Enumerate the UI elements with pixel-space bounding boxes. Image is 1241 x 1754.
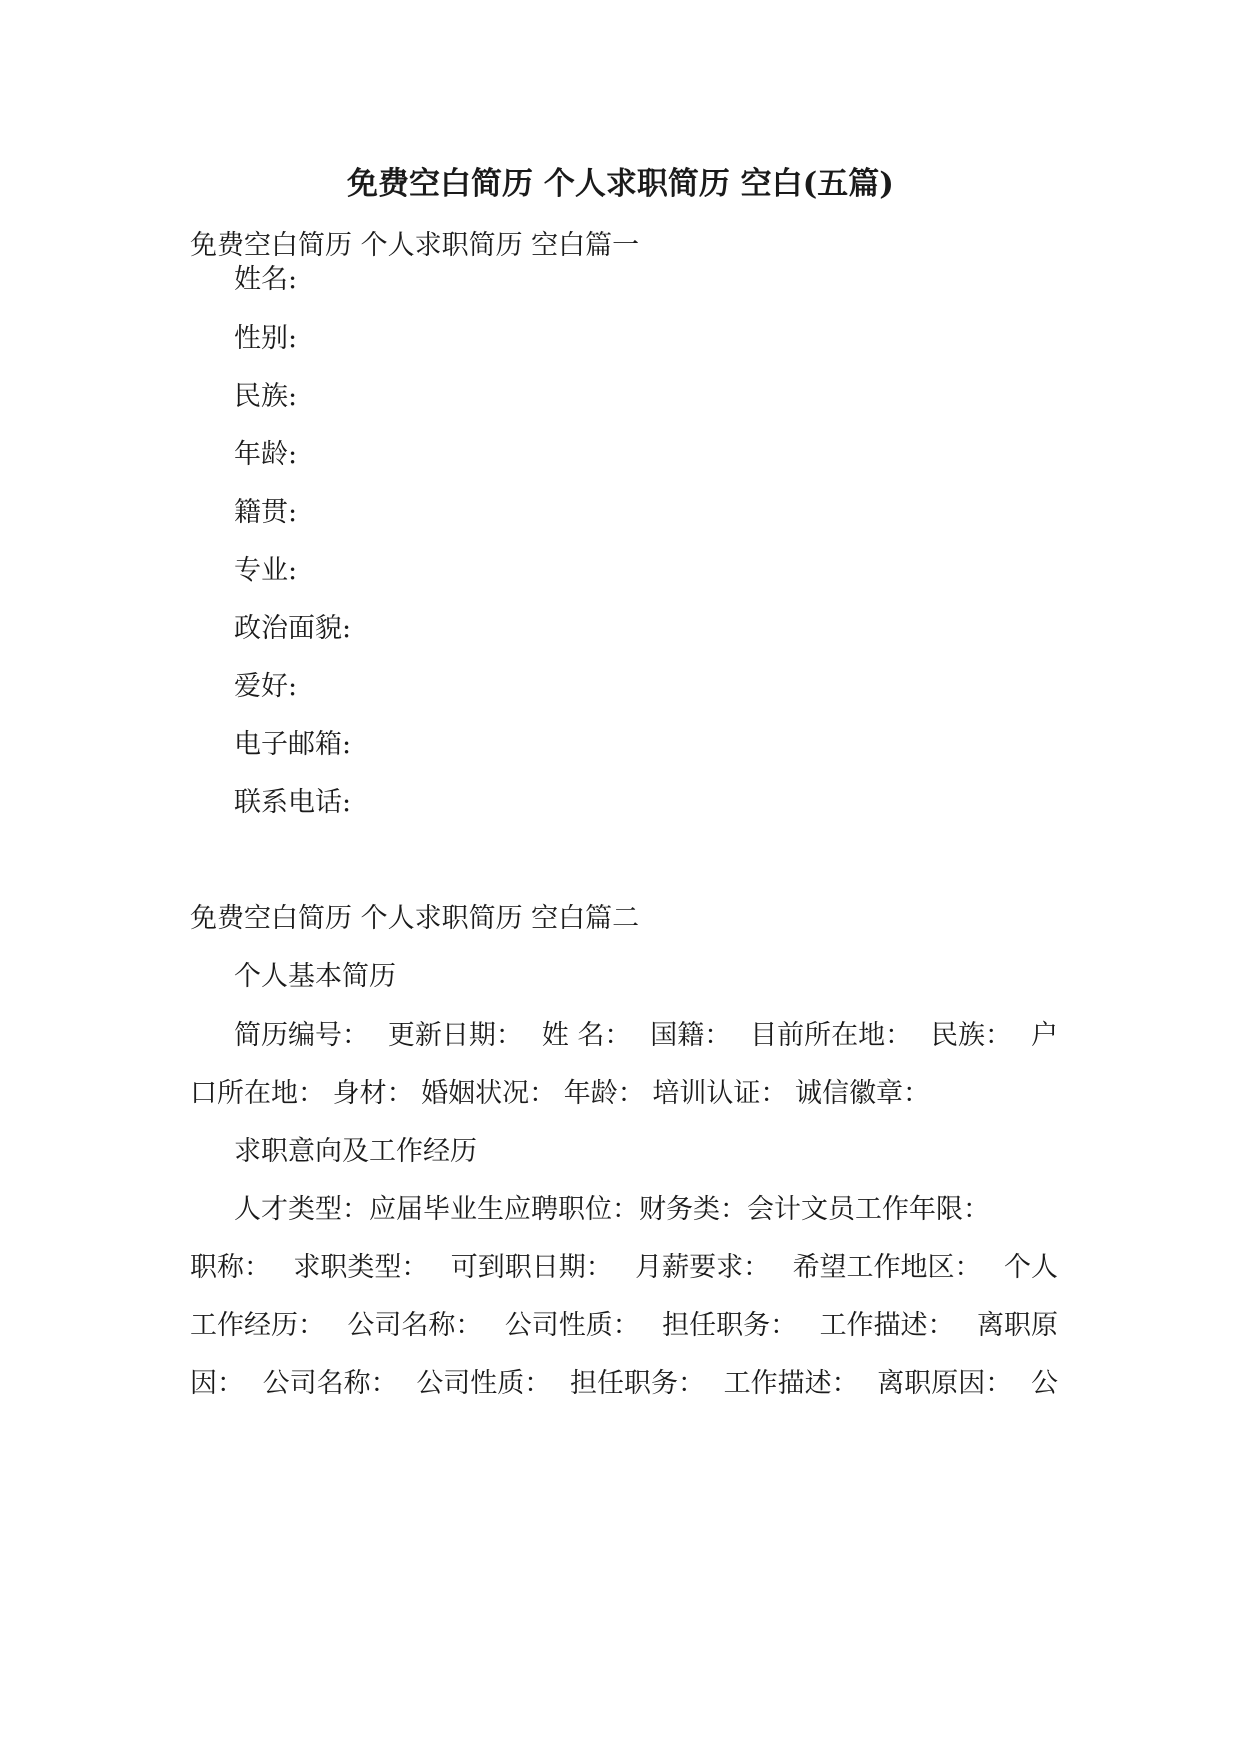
- text-segment: 身材：: [332, 1078, 414, 1109]
- paragraph-line: [190, 1308, 1058, 1344]
- text-segment: 公司性质：: [416, 1368, 552, 1399]
- text-segment: 求职类型：: [293, 1252, 429, 1283]
- text-segment: 离职原因：: [877, 1368, 1013, 1399]
- text-segment: 姓 名：: [541, 1020, 632, 1051]
- subheading-basic-resume: 个人基本简历: [234, 961, 396, 992]
- paragraph-line: [190, 1250, 1058, 1286]
- paragraph-line: [234, 1192, 1058, 1228]
- text-segment: 婚姻状况：: [421, 1078, 557, 1109]
- document-title: 免费空白简历 个人求职简历 空白(五篇): [347, 166, 894, 202]
- text-segment: 月薪要求：: [635, 1252, 771, 1283]
- text-segment: 简历编号：: [234, 1020, 369, 1051]
- text-segment: 公司名称：: [262, 1368, 398, 1399]
- text-segment: 工作经历：: [190, 1310, 325, 1341]
- text-segment: 公司性质：: [504, 1310, 640, 1341]
- field-email: 电子邮箱:: [234, 729, 352, 760]
- field-phone: 联系电话:: [234, 787, 352, 818]
- text-segment: 职称：: [190, 1252, 271, 1283]
- text-segment: 公: [1030, 1368, 1058, 1399]
- text-segment: 口所在地：: [190, 1078, 325, 1109]
- text-segment: 离职原: [976, 1310, 1058, 1341]
- field-name: 姓名:: [234, 264, 298, 295]
- text-segment: 个人: [1003, 1252, 1058, 1283]
- text-segment: 户: [1030, 1020, 1058, 1051]
- text-segment: 国籍：: [650, 1020, 732, 1051]
- text-segment: 目前所在地：: [750, 1020, 913, 1051]
- text-segment: 担任职务：: [569, 1368, 705, 1399]
- section-heading-2: 免费空白简历 个人求职简历 空白篇二: [190, 903, 640, 934]
- field-major: 专业:: [234, 555, 298, 586]
- text-segment: 工作描述：: [723, 1368, 859, 1399]
- text-segment: 人才类型：应届毕业生应聘职位：财务类：会计文员工作年限：: [234, 1194, 990, 1225]
- field-hobbies: 爱好:: [234, 671, 298, 702]
- field-ethnicity: 民族:: [234, 381, 298, 412]
- text-segment: 年龄：: [563, 1078, 645, 1109]
- field-political-status: 政治面貌:: [234, 613, 352, 644]
- paragraph-line: [234, 1018, 1058, 1054]
- field-native-place: 籍贯:: [234, 497, 298, 528]
- field-gender: 性别:: [234, 323, 298, 354]
- section-heading-1: 免费空白简历 个人求职简历 空白篇一: [190, 230, 640, 261]
- text-segment: 希望工作地区：: [792, 1252, 982, 1283]
- text-segment: 更新日期：: [387, 1020, 523, 1051]
- text-segment: 诚信徽章：: [794, 1078, 930, 1109]
- text-segment: 公司名称：: [347, 1310, 483, 1341]
- paragraph-line: [190, 1366, 1058, 1402]
- text-segment: 培训认证：: [652, 1078, 788, 1109]
- text-segment: 因：: [190, 1368, 244, 1399]
- text-segment: 民族：: [931, 1020, 1013, 1051]
- field-age: 年龄:: [234, 439, 298, 470]
- text-segment: 可到职日期：: [450, 1252, 613, 1283]
- text-segment: 担任职务：: [662, 1310, 798, 1341]
- paragraph-line: [190, 1076, 930, 1112]
- subheading-job-intention: 求职意向及工作经历: [234, 1136, 477, 1167]
- text-segment: 工作描述：: [819, 1310, 955, 1341]
